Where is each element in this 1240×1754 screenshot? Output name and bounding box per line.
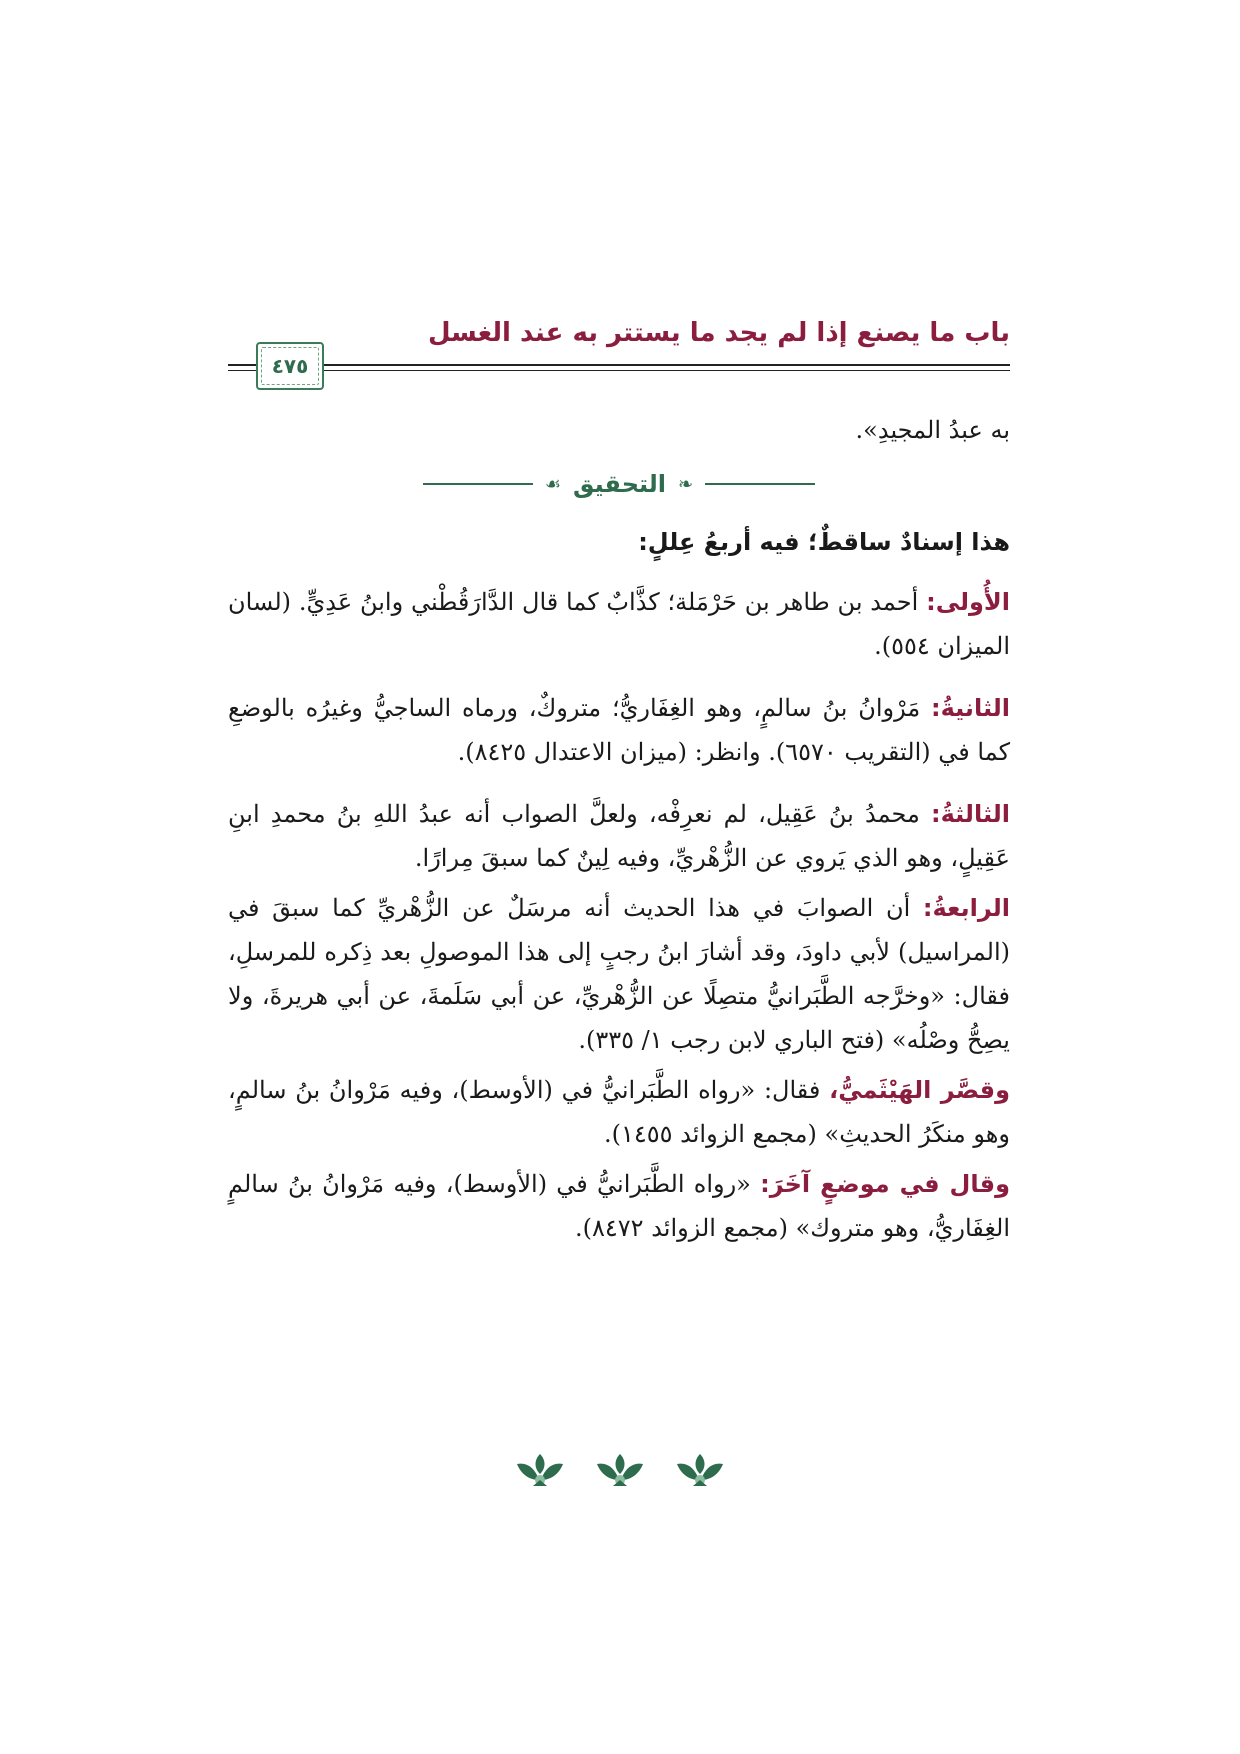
page-content: [228, 408, 1010, 1268]
point-text: مَرْوانُ بنُ سالمٍ، وهو الغِفَاريُّ؛ متروكٌ، ورماه الساجيُّ وغيرُه بالوضعِ كما في (التقريب ٦٥٧٠). وانظر: (ميزان الاعتدال ٨٤٢٥).: [228, 694, 1010, 766]
flower-ornament-icon: [513, 1450, 567, 1490]
page-number: ٤٧٥: [271, 354, 309, 378]
flower-ornament-icon: [593, 1450, 647, 1490]
page-header: [228, 318, 1010, 382]
header-rule-thin: [228, 370, 1010, 371]
ornament-icon: ☙: [544, 473, 561, 495]
point-text: أن الصوابَ في هذا الحديث أنه مرسَلٌ عن الزُّهْريِّ كما سبقَ في (المراسيل) لأبي داودَ، وقد أشارَ ابنُ رجبٍ إلى هذا الموصولِ بعد ذِكره للمرسلِ، فقال: «وخرَّجه الطَّبَرانيُّ متصِلًا عن الزُّهْريِّ، عن أبي سَلَمةَ، عن أبي هريرةَ، ولا يصِحُّ وصْلُه» (فتح الباري لابن رجب ١/ ٣٣٥).: [228, 894, 1010, 1054]
section-rule-right: [705, 483, 815, 485]
section-heading: [228, 470, 1010, 498]
point-label: الرابعةُ:: [922, 894, 1010, 922]
haythami-paragraph: [228, 1068, 1010, 1156]
point-label: الثانيةُ:: [930, 694, 1010, 722]
haythami-text: فقال: «رواه الطَّبَرانيُّ في (الأوسط)، وفيه مَرْوانُ بنُ سالمٍ، وهو منكَرُ الحديثِ» (مجمع الزوائد ١٤٥٥).: [228, 1076, 1010, 1148]
point-label: الأُولى:: [926, 588, 1010, 616]
ornament-icon: ❧: [678, 473, 694, 495]
other-place-label: وقال في موضعٍ آخَرَ:: [760, 1170, 1011, 1198]
page-number-badge: [256, 342, 324, 390]
point-paragraph: [228, 792, 1010, 880]
point-text: أحمد بن طاهر بن حَرْمَلة؛ كذَّابٌ كما قال الدَّارَقُطْني وابنُ عَدِيٍّ. (لسان الميزان ٥٥٤).: [228, 588, 1010, 660]
point-paragraph: [228, 580, 1010, 668]
section-rule-left: [423, 483, 533, 485]
point-label: الثالثةُ:: [930, 800, 1010, 828]
intro-line: به عبدُ المجيدِ».: [855, 416, 1010, 444]
point-paragraph: [228, 886, 1010, 1062]
chapter-title: باب ما يصنع إذا لم يجد ما يستتر به عند الغسل: [427, 318, 1010, 348]
section-title: التحقيق: [573, 470, 667, 498]
footer-ornaments: [0, 1450, 1240, 1490]
haythami-label: وقصَّر الهَيْثَميُّ،: [829, 1076, 1011, 1104]
point-text: محمدُ بنُ عَقِيل، لم نعرِفْه، ولعلَّ الصواب أنه عبدُ اللهِ بنُ محمدِ ابنِ عَقِيلٍ، وهو الذي يَروي عن الزُّهْريِّ، وفيه لِينٌ كما سبقَ مِرارًا.: [228, 800, 1010, 872]
other-place-text: «رواه الطَّبَرانيُّ في (الأوسط)، وفيه مَرْوانُ بنُ سالمٍ الغِفَاريُّ، وهو متروك» (مجمع الزوائد ٨٤٧٢).: [228, 1170, 1010, 1242]
point-paragraph: [228, 686, 1010, 774]
other-place-paragraph: [228, 1162, 1010, 1250]
header-rule: [228, 364, 1010, 366]
lead-statement: هذا إسنادٌ ساقطٌ؛ فيه أربعُ عِللٍ:: [638, 528, 1010, 556]
flower-ornament-icon: [673, 1450, 727, 1490]
